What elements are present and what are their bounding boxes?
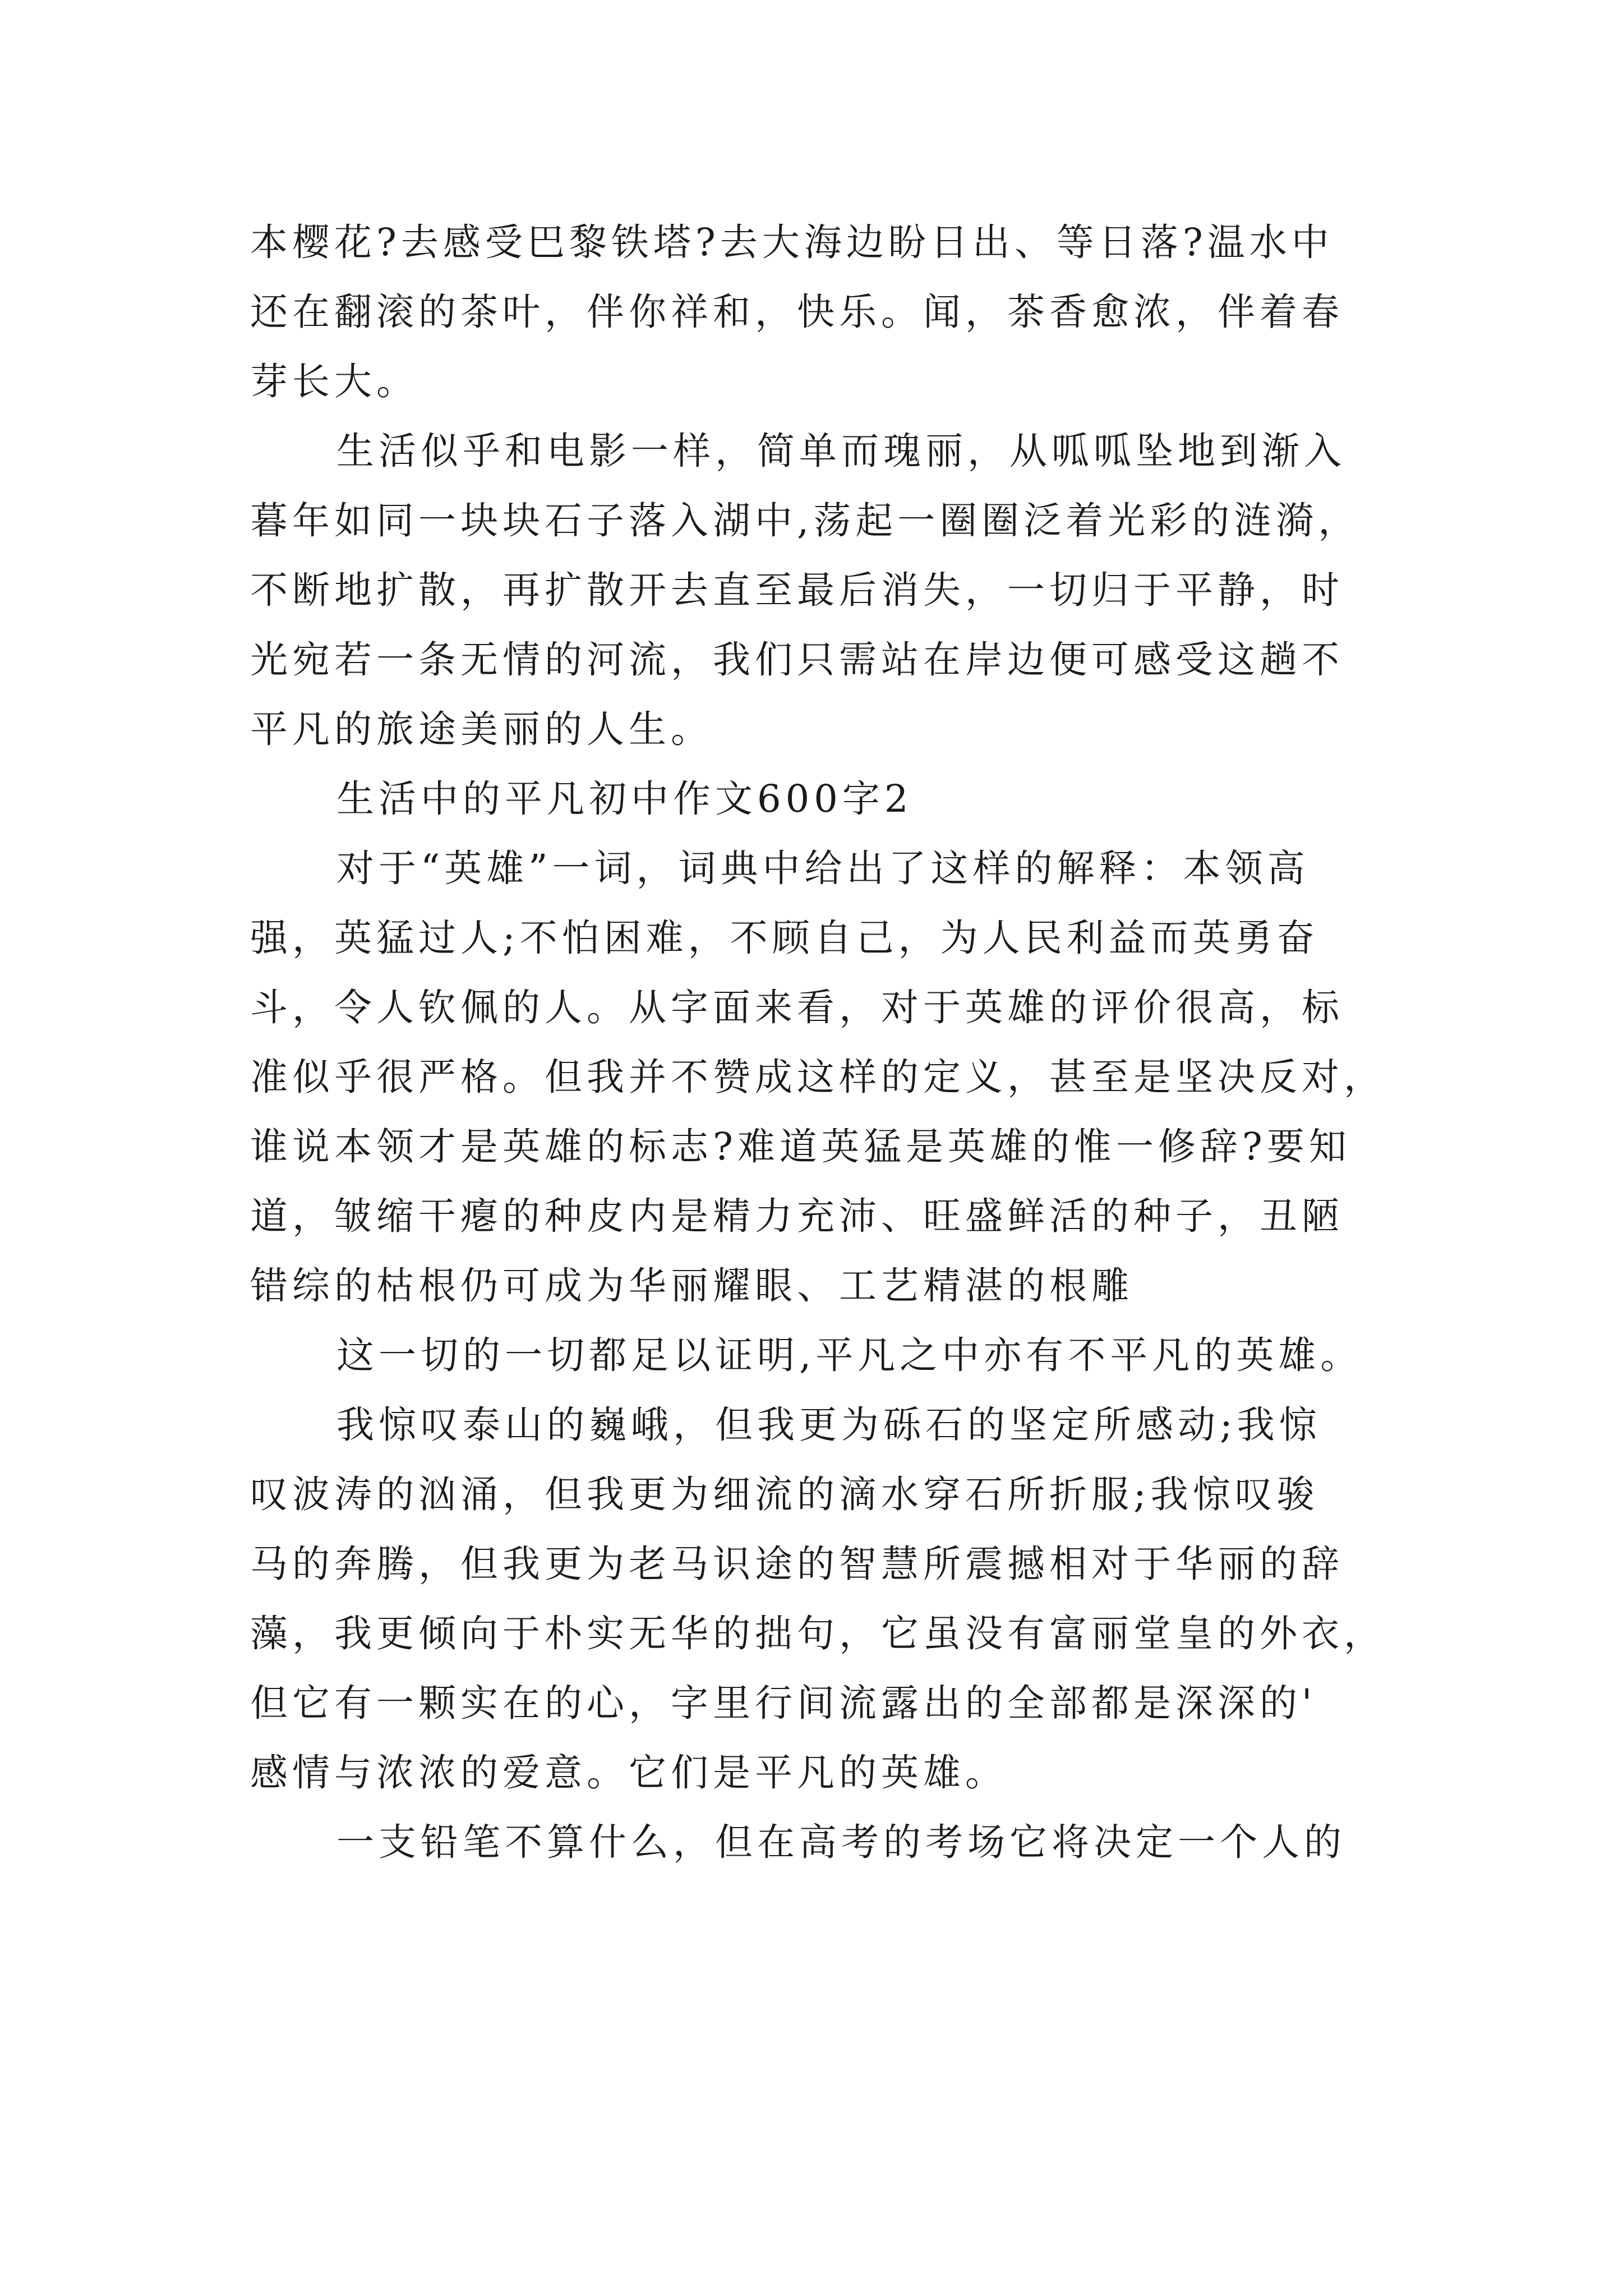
text-line: 本樱花?去感受巴黎铁塔?去大海边盼日出、等日落?温水中 (250, 220, 1334, 264)
text-line: 斗，令人钦佩的人。从字面来看，对于英雄的评价很高，标 (250, 986, 1344, 1029)
text-line: 错综的枯根仍可成为华丽耀眼、工艺精湛的根雕 (250, 1264, 1133, 1308)
text-line: 生活中的平凡初中作文600字2 (336, 777, 913, 821)
text-line: 芽长大。 (250, 360, 418, 403)
text-line: 叹波涛的汹涌，但我更为细流的滴水穿石所折服;我惊叹骏 (250, 1473, 1319, 1516)
text-line: 这一切的一切都足以证明,平凡之中亦有不平凡的英雄。 (336, 1333, 1363, 1377)
text-line: 暮年如同一块块石子落入湖中,荡起一圈圈泛着光彩的涟漪， (250, 499, 1361, 542)
text-line: 还在翻滚的茶叶，伴你祥和，快乐。闻，茶香愈浓，伴着春 (250, 290, 1344, 334)
text-line: 藻，我更倾向于朴实无华的拙句，它虽没有富丽堂皇的外衣， (250, 1612, 1386, 1655)
text-line: 道，皱缩干瘪的种皮内是精力充沛、旺盛鲜活的种子，丑陋 (250, 1194, 1344, 1238)
text-line: 谁说本领才是英雄的标志?难道英猛是英雄的惟一修辞?要知 (250, 1125, 1351, 1168)
text-line: 不断地扩散，再扩散开去直至最后消失，一切归于平静，时 (250, 568, 1344, 612)
text-line: 强，英猛过人;不怕困难，不顾自己，为人民利益而英勇奋 (250, 916, 1319, 960)
text-line: 生活似乎和电影一样，简单而瑰丽，从呱呱坠地到渐入 (336, 429, 1346, 473)
text-line: 光宛若一条无情的河流，我们只需站在岸边便可感受这趟不 (250, 638, 1344, 682)
text-line: 感情与浓浓的爱意。它们是平凡的英雄。 (250, 1751, 1007, 1795)
text-line: 一支铅笔不算什么，但在高考的考场它将决定一个人的 (336, 1820, 1346, 1864)
text-line: 我惊叹泰山的巍峨，但我更为砾石的坚定所感动;我惊 (336, 1403, 1321, 1447)
text-line: 准似乎很严格。但我并不赞成这样的定义，甚至是坚决反对， (250, 1055, 1386, 1099)
text-line: 平凡的旅途美丽的人生。 (250, 707, 713, 751)
text-line: 但它有一颗实在的心，字里行间流露出的全部都是深深的' (250, 1681, 1317, 1725)
text-line: 马的奔腾，但我更为老马识途的智慧所震撼相对于华丽的辞 (250, 1542, 1344, 1586)
text-line: 对于“英雄”一词，词典中给出了这样的解释：本领高 (336, 846, 1310, 890)
document-body (250, 208, 1386, 1877)
